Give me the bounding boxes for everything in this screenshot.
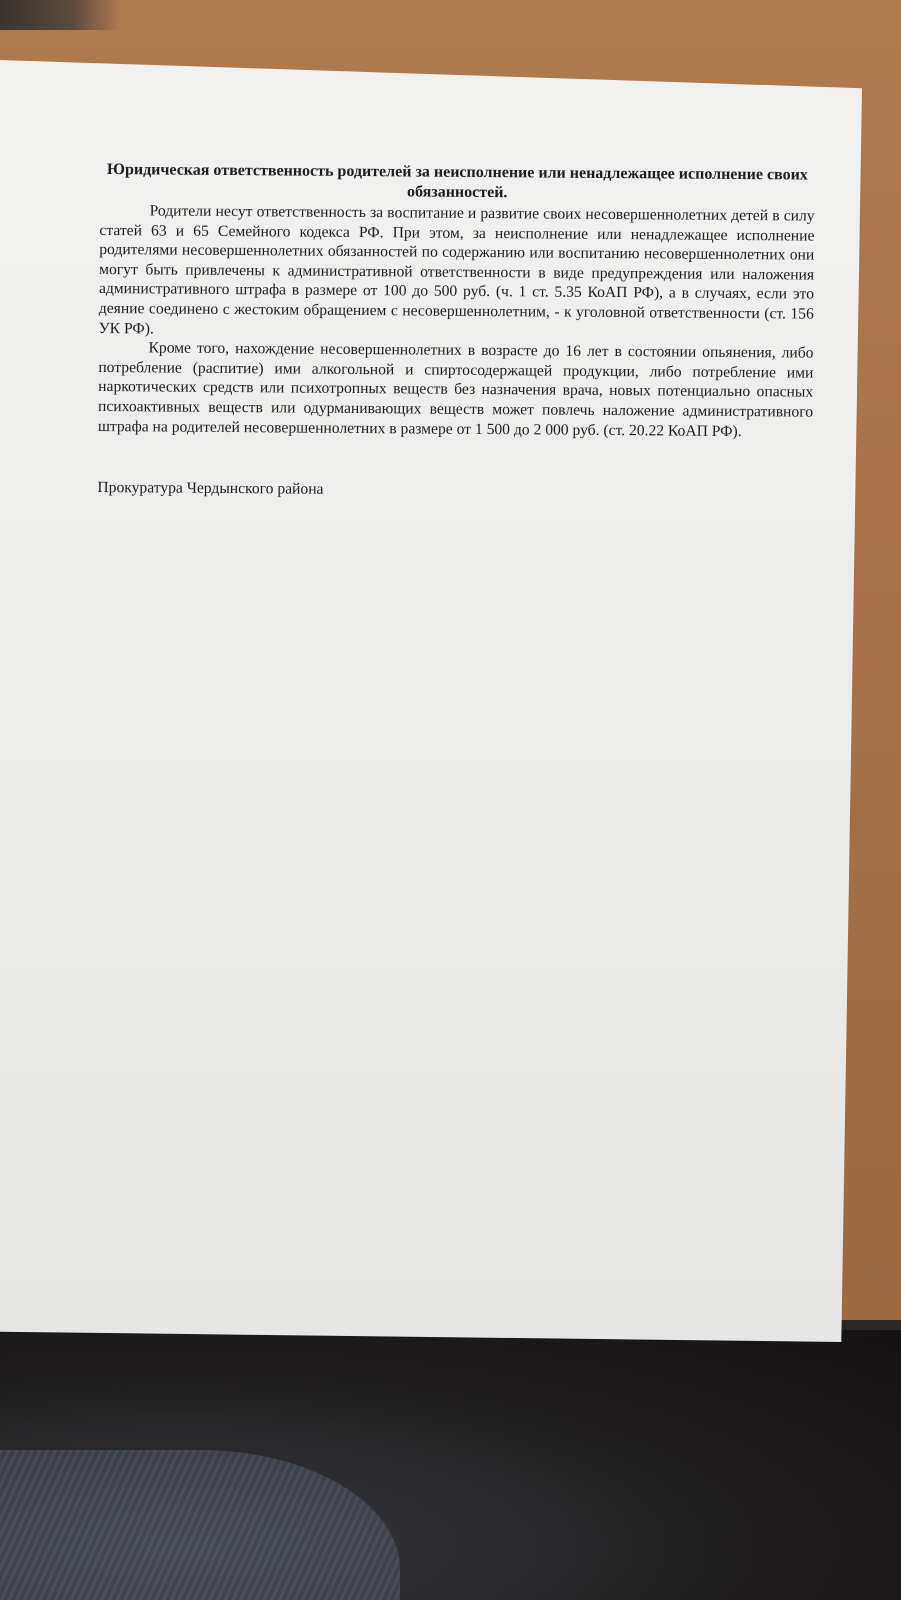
document-title: Юридическая ответственность родителей за неисполнение или ненадлежащее исполнение своих обязанностей. bbox=[106, 161, 808, 202]
paragraph-2: Кроме того, нахождение несовершеннолетних в возрасте до 16 лет в состоянии опьянения, либо потребление (распитие) ими алкогольной и спиртосодержащей продукции, либо потребление ими наркотических средств или психотропных веществ без назначения врача, новых потенциально опасных психоактивных веществ или одурманивающих веществ может повлечь наложение административного штрафа на родителей несовершеннолетних в размере от 1 500 до 2 000 руб. (ст. 20.22 КоАП РФ). bbox=[97, 339, 814, 440]
document-content bbox=[97, 160, 815, 503]
paragraph-1: Родители несут ответственность за воспитание и развитие своих несовершеннолетних детей в силу статей 63 и 65 Семейного кодекса РФ. При этом, за неисполнение или ненадлежащее исполнение родителями несовершеннолетних обязанностей по содержанию или воспитанию несовершеннолетних они могут быть привлечены к административной ответственности в виде предупреждения или наложения административного штрафа в размере от 100 до 500 руб. (ч. 1 ст. 5.35 КоАП РФ), а в случаях, если это деяние соединено с жестоким обращением с несовершеннолетним, - к уголовной ответственности (ст. 156 УК РФ). bbox=[98, 202, 815, 337]
signature: Прокуратура Чердынского района bbox=[97, 479, 324, 498]
desk-corner-shadow bbox=[0, 0, 120, 30]
